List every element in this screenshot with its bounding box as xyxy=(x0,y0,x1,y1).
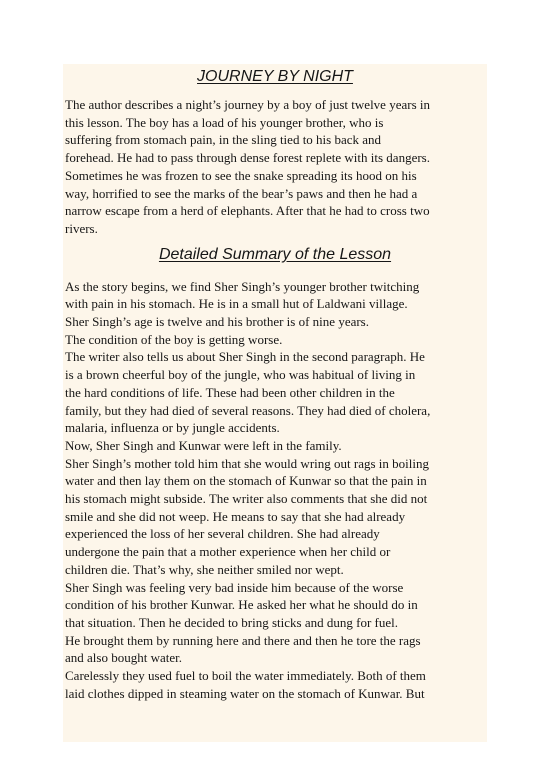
document-content xyxy=(65,66,485,703)
section-heading: Detailed Summary of the Lesson xyxy=(158,245,392,263)
document-title: JOURNEY BY NIGHT xyxy=(197,68,353,85)
summary-paragraph: As the story begins, we find Sher Singh’s younger brother twitching with pain in his stomach. He is in a small hut of Laldwani village. Sher Singh’s age is twelve and his brother is of nine years. The condition of the boy is getting worse. The writer also tells us about Sher Singh in the second paragraph. He is a brown cheerful boy of the jungle, who was habitual of living in the hard conditions of life. These had been other children in the family, but they had died of several reasons. They had died of cholera, malaria, influenza or by jungle accidents. Now, Sher Singh and Kunwar were left in the family. Sher Singh’s mother told him that she would wring out rags in boiling water and then lay them on the stomach of Kunwar so that the pain in his stomach might subside. The writer also comments that she did not smile and she did not weep. He means to say that she had already experienced the loss of her several children. She had already undergone the pain that a mother experience when her child or children die. That’s why, she neither smiled nor wept. Sher Singh was feeling very bad inside him because of the worse condition of his brother Kunwar. He asked her what he should do in that situation. Then he decided to bring sticks and dung for fuel. He brought them by running here and there and then he tore the rags and also bought water. Carelessly they used fuel to boil the water immediately. Both of them laid clothes dipped in steaming water on the stomach of Kunwar. But xyxy=(65,278,431,701)
intro-paragraph: The author describes a night’s journey by a boy of just twelve years in this lesson. The boy has a load of his younger brother, who is suffering from stomach pain, in the sling tied to his back and forehead. He had to pass through dense forest replete with its dangers. Sometimes he was frozen to see the snake spreading its hood on his way, horrified to see the marks of the bear’s paws and then he had a narrow escape from a herd of elephants. After that he had to cross two rivers. xyxy=(65,97,430,236)
